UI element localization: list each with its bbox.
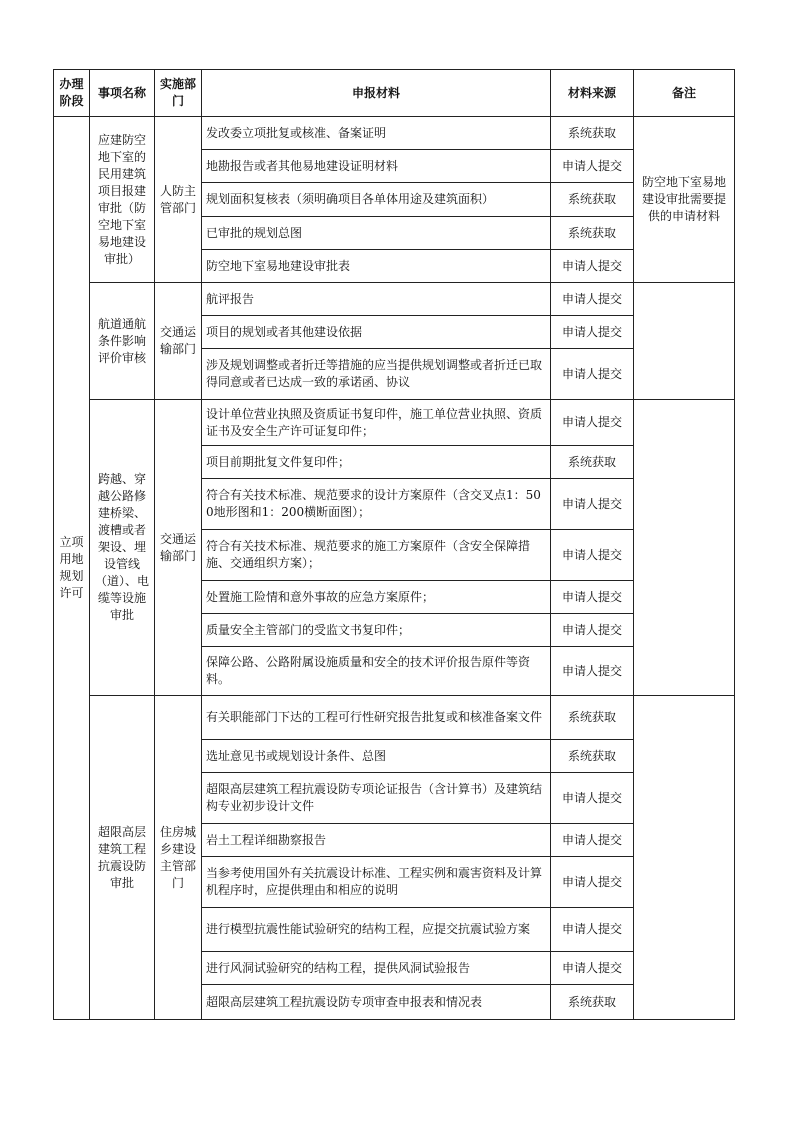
material-cell: 进行风洞试验研究的结构工程，提供风洞试验报告 xyxy=(202,952,551,985)
source-cell: 申请人提交 xyxy=(551,316,634,349)
source-cell: 申请人提交 xyxy=(551,250,634,283)
note-cell-empty xyxy=(634,283,735,400)
source-cell: 申请人提交 xyxy=(551,614,634,647)
source-cell: 申请人提交 xyxy=(551,647,634,696)
material-cell: 质量安全主管部门的受监文书复印件； xyxy=(202,614,551,647)
source-cell: 系统获取 xyxy=(551,696,634,740)
table-row xyxy=(54,283,735,316)
table-row xyxy=(54,400,735,446)
material-cell: 项目前期批复文件复印件； xyxy=(202,446,551,479)
department-cell: 交通运输部门 xyxy=(155,400,202,696)
header-note: 备注 xyxy=(634,70,735,117)
material-cell: 超限高层建筑工程抗震设防专项论证报告（含计算书）及建筑结构专业初步设计文件 xyxy=(202,773,551,824)
header-item-name: 事项名称 xyxy=(90,70,155,117)
source-cell: 申请人提交 xyxy=(551,530,634,581)
material-cell: 当参考使用国外有关抗震设计标准、工程实例和震害资料及计算机程序时，应提供理由和相应的说明 xyxy=(202,857,551,908)
material-cell: 岩土工程详细勘察报告 xyxy=(202,824,551,857)
source-cell: 系统获取 xyxy=(551,985,634,1020)
item-name-cell: 应建防空地下室的民用建筑项目报建审批（防空地下室易地建设审批） xyxy=(90,117,155,283)
application-materials-table xyxy=(53,69,735,1020)
source-cell: 申请人提交 xyxy=(551,773,634,824)
material-cell: 设计单位营业执照及资质证书复印件，施工单位营业执照、资质证书及安全生产许可证复印件； xyxy=(202,400,551,446)
material-cell: 地勘报告或者其他易地建设证明材料 xyxy=(202,150,551,183)
department-cell: 住房城乡建设主管部门 xyxy=(155,696,202,1020)
source-cell: 申请人提交 xyxy=(551,857,634,908)
source-cell: 申请人提交 xyxy=(551,908,634,952)
department-cell: 人防主管部门 xyxy=(155,117,202,283)
source-cell: 申请人提交 xyxy=(551,824,634,857)
source-cell: 申请人提交 xyxy=(551,400,634,446)
source-cell: 申请人提交 xyxy=(551,349,634,400)
item-name-cell: 超限高层建筑工程抗震设防审批 xyxy=(90,696,155,1020)
material-cell: 防空地下室易地建设审批表 xyxy=(202,250,551,283)
stage-cell: 立项用地规划许可 xyxy=(54,117,90,1020)
material-cell: 超限高层建筑工程抗震设防专项审查申报表和情况表 xyxy=(202,985,551,1020)
source-cell: 申请人提交 xyxy=(551,479,634,530)
material-cell: 项目的规划或者其他建设依据 xyxy=(202,316,551,349)
material-cell: 规划面积复核表（须明确项目各单体用途及建筑面积） xyxy=(202,183,551,217)
note-cell-empty xyxy=(634,696,735,1020)
material-cell: 航评报告 xyxy=(202,283,551,316)
source-cell: 系统获取 xyxy=(551,446,634,479)
table-row xyxy=(54,696,735,740)
source-cell: 申请人提交 xyxy=(551,581,634,614)
header-source: 材料来源 xyxy=(551,70,634,117)
source-cell: 申请人提交 xyxy=(551,150,634,183)
note-cell-empty xyxy=(634,400,735,696)
source-cell: 申请人提交 xyxy=(551,283,634,316)
source-cell: 系统获取 xyxy=(551,117,634,150)
header-stage: 办理阶段 xyxy=(54,70,90,117)
header-materials: 申报材料 xyxy=(202,70,551,117)
header-department: 实施部门 xyxy=(155,70,202,117)
item-name-cell: 航道通航条件影响评价审核 xyxy=(90,283,155,400)
department-cell: 交通运输部门 xyxy=(155,283,202,400)
source-cell: 系统获取 xyxy=(551,740,634,773)
source-cell: 系统获取 xyxy=(551,183,634,217)
material-cell: 涉及规划调整或者折迁等措施的应当提供规划调整或者折迁已取得同意或者已达成一致的承诺函、协议 xyxy=(202,349,551,400)
source-cell: 系统获取 xyxy=(551,217,634,250)
material-cell: 处置施工险情和意外事故的应急方案原件； xyxy=(202,581,551,614)
material-cell: 发改委立项批复或核准、备案证明 xyxy=(202,117,551,150)
material-cell: 有关职能部门下达的工程可行性研究报告批复或和核准备案文件 xyxy=(202,696,551,740)
material-cell: 符合有关技术标准、规范要求的设计方案原件（含交叉点1：500地形图和1：200横断面图）； xyxy=(202,479,551,530)
table-row xyxy=(54,117,735,150)
note-cell: 防空地下室易地建设审批需要提供的申请材料 xyxy=(634,117,735,283)
material-cell: 选址意见书或规划设计条件、总图 xyxy=(202,740,551,773)
material-cell: 符合有关技术标准、规范要求的施工方案原件（含安全保障措施、交通组织方案）； xyxy=(202,530,551,581)
header-row xyxy=(54,70,735,117)
source-cell: 申请人提交 xyxy=(551,952,634,985)
material-cell: 已审批的规划总图 xyxy=(202,217,551,250)
material-cell: 进行模型抗震性能试验研究的结构工程，应提交抗震试验方案 xyxy=(202,908,551,952)
material-cell: 保障公路、公路附属设施质量和安全的技术评价报告原件等资料。 xyxy=(202,647,551,696)
item-name-cell: 跨越、穿越公路修建桥梁、渡槽或者架设、埋设管线（道）、电缆等设施审批 xyxy=(90,400,155,696)
